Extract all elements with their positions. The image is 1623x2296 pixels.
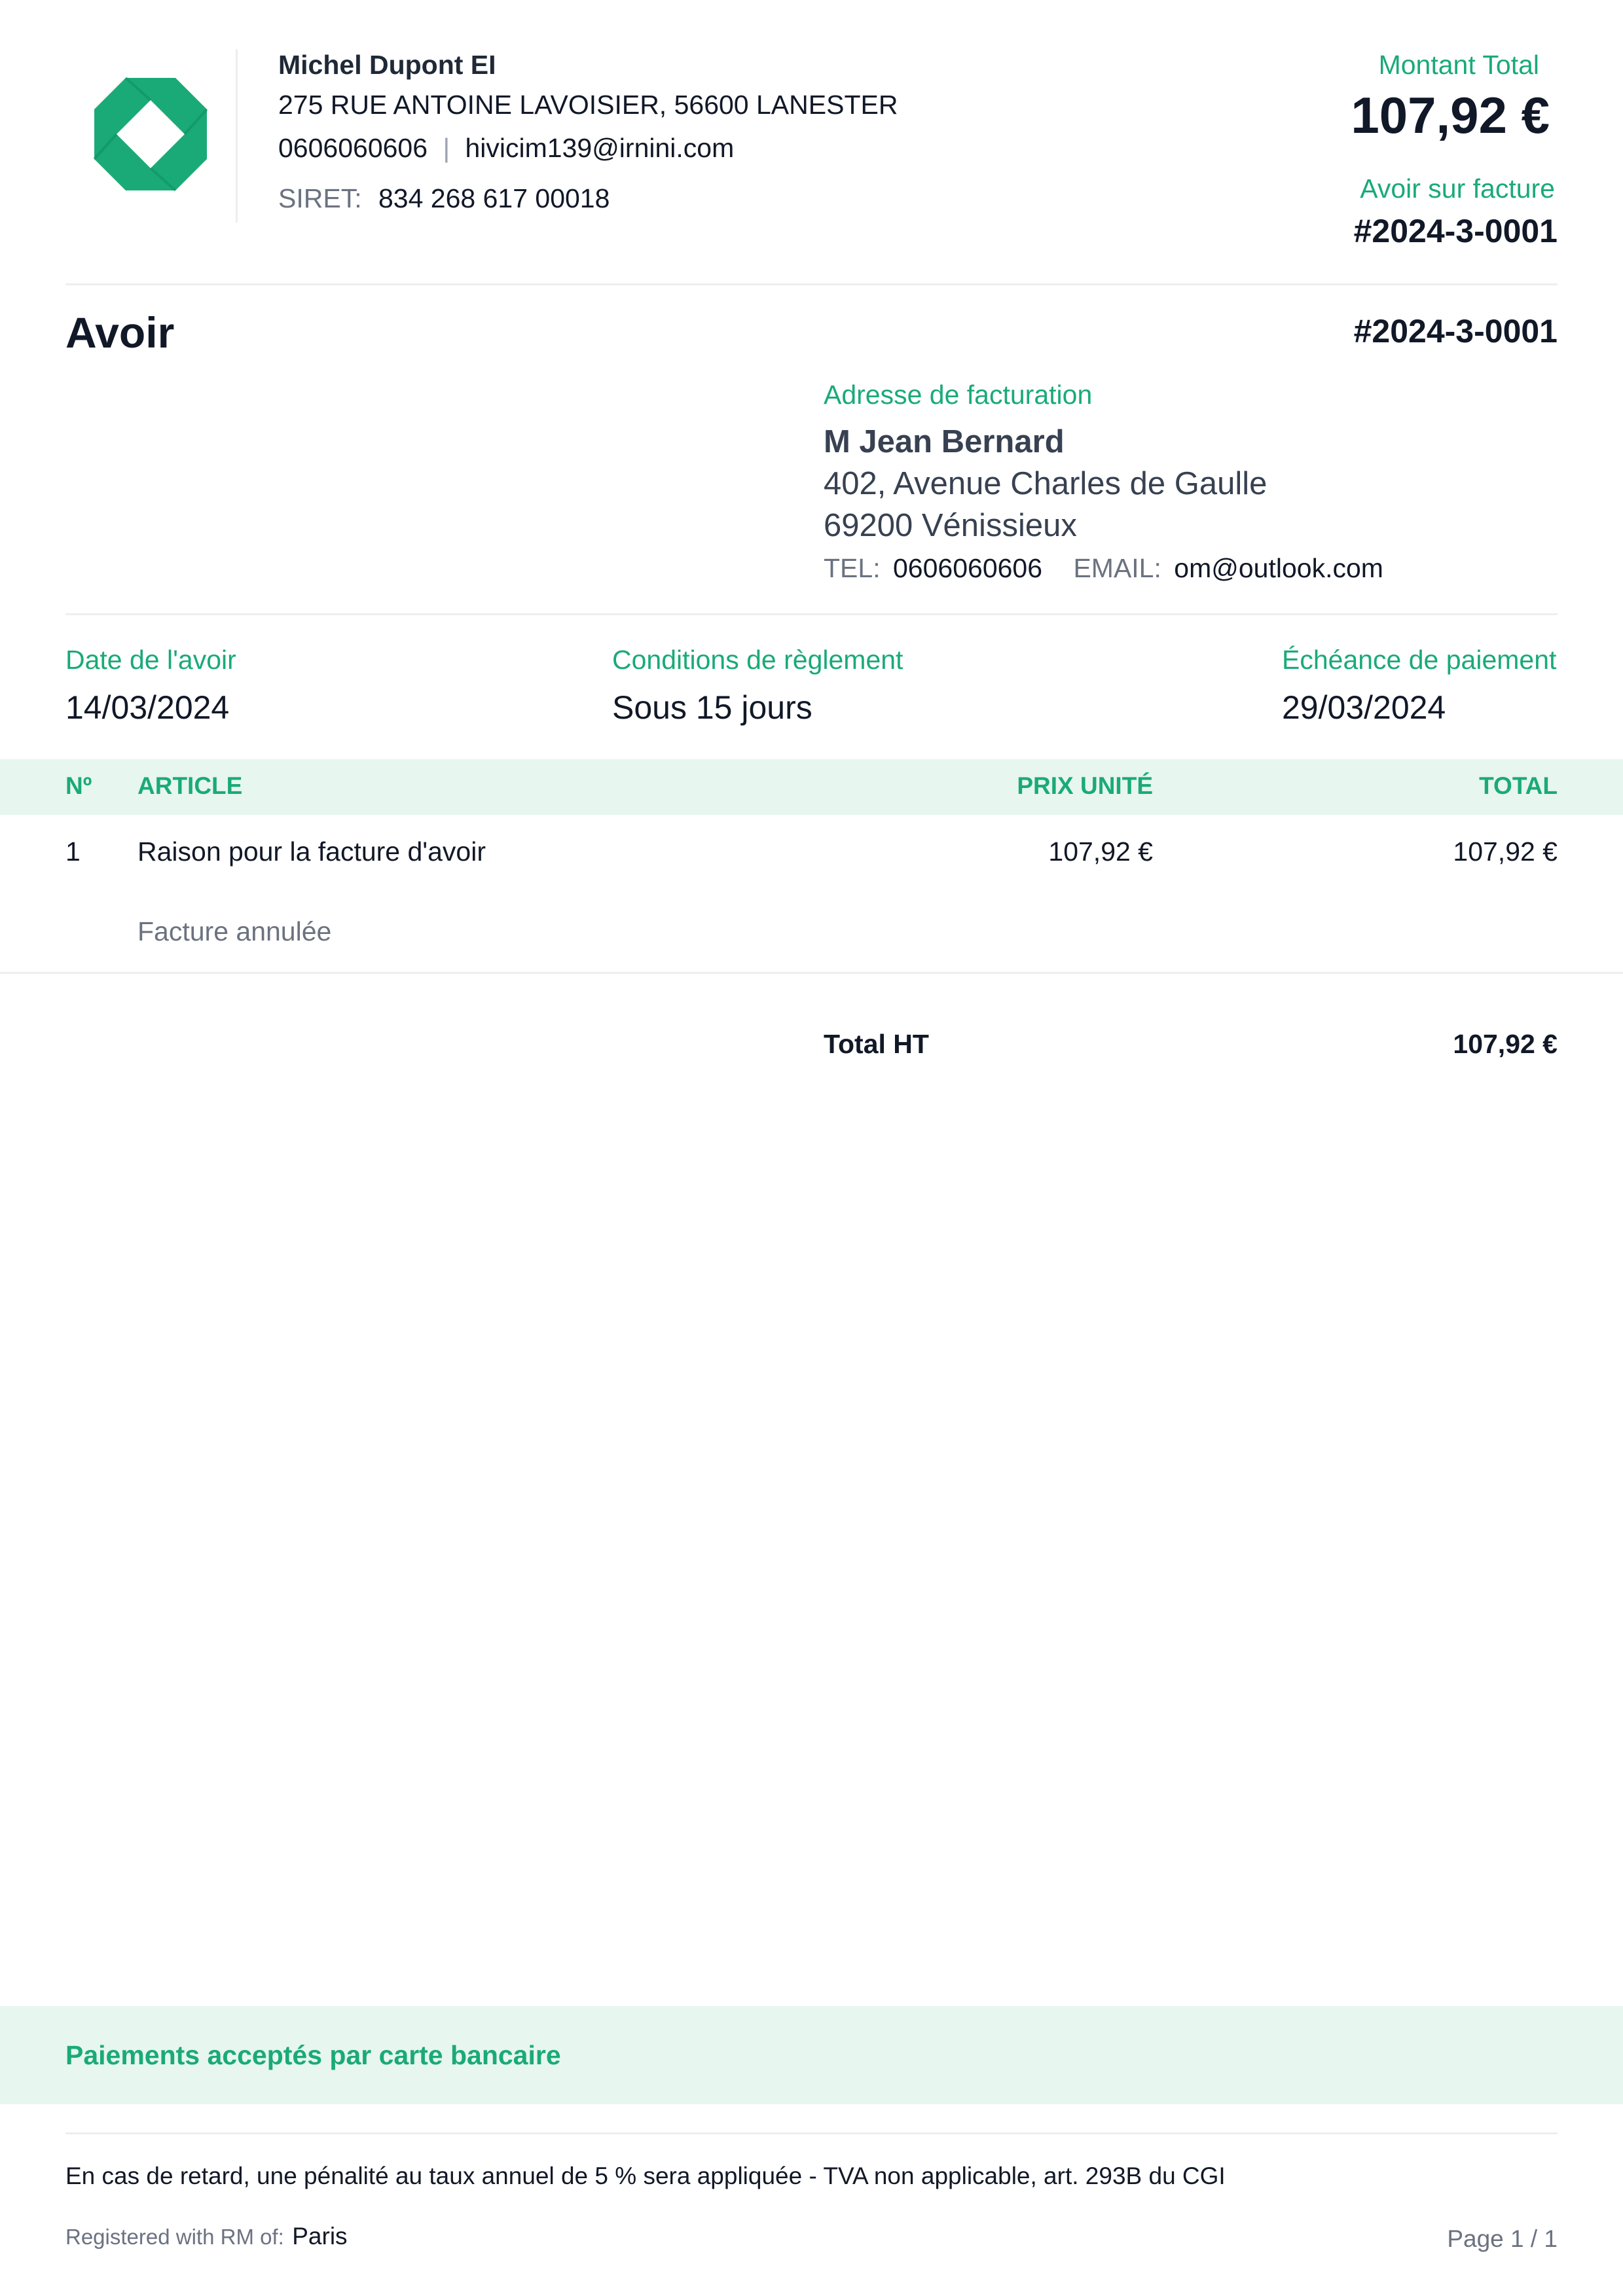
credit-date <box>65 645 236 726</box>
billing-label: Adresse de facturation <box>824 380 1093 410</box>
issuer-name: Michel Dupont EI <box>278 50 496 80</box>
siret-label: SIRET: <box>278 183 362 213</box>
summary-block <box>1099 50 1558 250</box>
divider-row <box>0 972 1623 974</box>
header-divider <box>236 49 238 223</box>
legal-notice: En cas de retard, une pénalité au taux annuel de 5 % sera appliquée - TVA non applicable, art. 293B du CGI <box>65 2162 1226 2189</box>
payment-due-label: Échéance de paiement <box>1282 645 1557 675</box>
total-amount-value: 107,92 € <box>1351 86 1550 144</box>
issuer-phone: 0606060606 <box>278 133 428 163</box>
document-title: Avoir <box>65 308 175 357</box>
table-header <box>0 759 1623 815</box>
col-total-header: TOTAL <box>1479 772 1558 799</box>
divider-footer <box>65 2132 1558 2134</box>
credit-date-label: Date de l'avoir <box>65 645 236 675</box>
payment-terms-value: Sous 15 jours <box>612 689 812 726</box>
rm-value: Paris <box>292 2223 348 2250</box>
billing-street: 402, Avenue Charles de Gaulle <box>824 466 1267 501</box>
green-octagon-ring-logo-icon <box>92 75 210 193</box>
page-number: Page 1 / 1 <box>1447 2225 1558 2252</box>
contact-separator: | <box>443 133 450 163</box>
total-amount-label: Montant Total <box>1378 50 1539 80</box>
siret-value: 834 268 617 00018 <box>378 183 610 213</box>
rm-label: Registered with RM of: <box>65 2225 284 2249</box>
payment-note: Paiements acceptés par carte bancaire <box>65 2040 561 2070</box>
payment-terms-label: Conditions de règlement <box>612 645 903 675</box>
credit-note-ref-value: #2024-3-0001 <box>1353 213 1558 249</box>
row-article: Raison pour la facture d'avoir <box>137 836 486 867</box>
total-ht-label: Total HT <box>824 1029 929 1059</box>
table-row <box>0 815 1623 972</box>
credit-date-value: 14/03/2024 <box>65 689 230 726</box>
col-num-header: Nº <box>65 772 92 799</box>
issuer-siret <box>278 183 610 214</box>
registration <box>65 2223 348 2250</box>
tel-value: 0606060606 <box>893 553 1043 583</box>
issuer-contact <box>278 133 734 164</box>
issuer-address: 275 RUE ANTOINE LAVOISIER, 56600 LANESTER <box>278 90 898 120</box>
payment-due <box>1282 645 1556 726</box>
row-note: Facture annulée <box>137 916 332 946</box>
email-value: om@outlook.com <box>1174 553 1383 583</box>
tel-label: TEL: <box>824 553 881 583</box>
billing-contact <box>824 553 1557 584</box>
col-unit-price-header: PRIX UNITÉ <box>1017 772 1153 799</box>
email-label: EMAIL: <box>1073 553 1161 583</box>
issuer-email: hivicim139@irnini.com <box>465 133 735 163</box>
total-ht-value: 107,92 € <box>1453 1029 1558 1059</box>
document-number: #2024-3-0001 <box>1353 313 1558 350</box>
payment-terms <box>612 645 903 726</box>
divider-billing <box>65 613 1558 615</box>
billing-name: M Jean Bernard <box>824 424 1065 459</box>
row-total: 107,92 € <box>1453 836 1558 867</box>
company-logo <box>92 75 210 193</box>
row-unit-price: 107,92 € <box>1048 836 1153 867</box>
billing-address <box>824 380 1557 584</box>
credit-note-ref-label: Avoir sur facture <box>1360 173 1555 204</box>
divider-top <box>65 283 1558 285</box>
billing-city: 69200 Vénissieux <box>824 508 1077 543</box>
payment-due-value: 29/03/2024 <box>1282 689 1446 726</box>
col-article-header: ARTICLE <box>137 772 243 799</box>
row-num: 1 <box>65 836 81 867</box>
payment-note-band <box>0 2006 1623 2104</box>
